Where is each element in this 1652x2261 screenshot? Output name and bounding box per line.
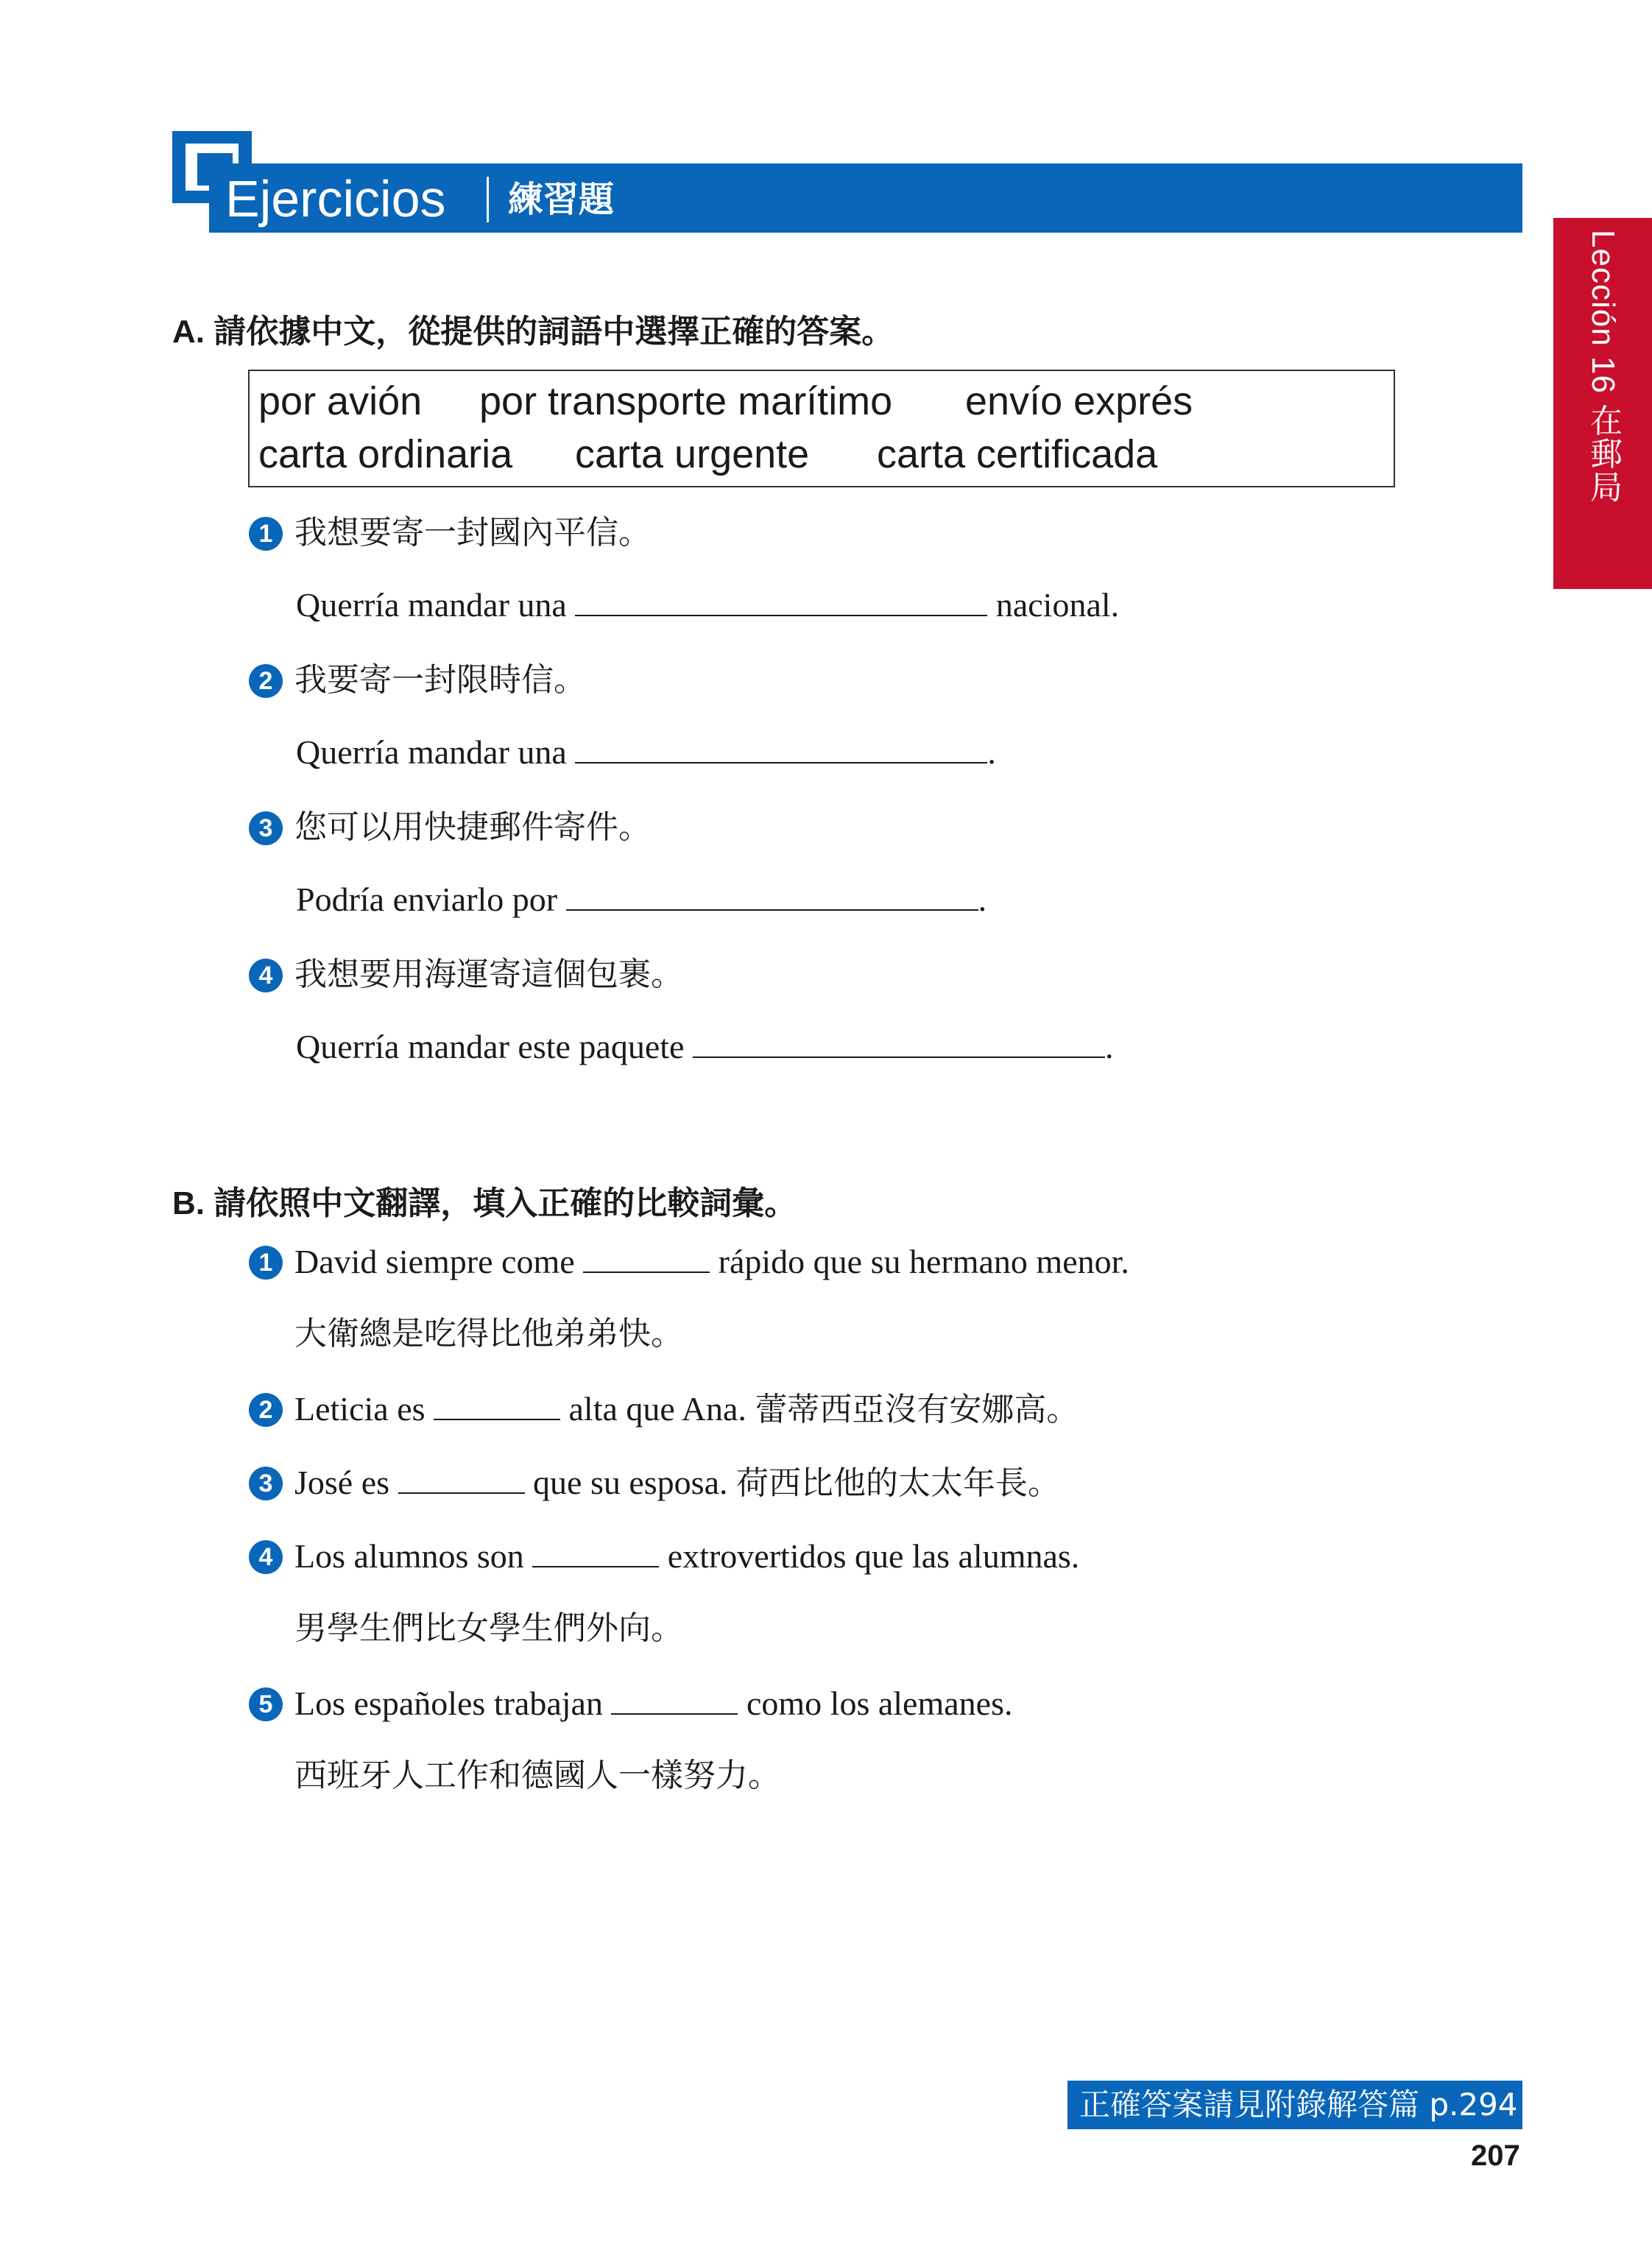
sentence-before-blank: Los españoles trabajan: [294, 1685, 603, 1722]
word-bank-option: carta ordinaria: [258, 432, 513, 476]
item-chinese-translation: 大衛總是吃得比他弟弟快。: [294, 1315, 683, 1352]
item-chinese-translation: 荷西比他的太太年長。: [736, 1464, 1061, 1502]
lesson-side-tab-label: Lección 16 在郵局: [1585, 230, 1621, 504]
word-bank-option: por avión: [258, 379, 423, 423]
item-chinese-translation: 蕾蒂西亞沒有安娜高。: [755, 1391, 1079, 1428]
item-number-badge: 5: [249, 1687, 283, 1721]
sentence-after-blank: nacional.: [995, 586, 1120, 624]
item-spanish-sentence: [294, 1240, 1129, 1284]
item-spanish-sentence: [296, 730, 996, 775]
word-bank-box: [248, 370, 1395, 487]
answer-blank[interactable]: [575, 733, 987, 763]
word-bank-option: por transporte marítimo: [479, 379, 893, 423]
word-bank-option: carta certificada: [877, 432, 1158, 476]
answer-blank[interactable]: [434, 1389, 560, 1420]
sentence-after-blank: alta que Ana.: [568, 1390, 746, 1428]
sentence-before-blank: Podría enviarlo por: [296, 881, 558, 918]
word-bank-option: carta urgente: [575, 432, 810, 476]
item-number-badge: 4: [249, 959, 283, 992]
answer-blank[interactable]: [532, 1537, 659, 1567]
item-spanish-sentence: [296, 878, 986, 922]
item-spanish-sentence: [296, 583, 1119, 627]
sentence-after-blank: extrovertidos que las alumnas.: [667, 1537, 1080, 1575]
item-chinese-prompt: 我想要寄一封國內平信。: [294, 514, 651, 551]
sentence-before-blank: José es: [294, 1464, 390, 1501]
sentence-after-blank: .: [978, 881, 987, 918]
section-a-heading: A. 請依據中文，從提供的詞語中選擇正確的答案。: [172, 314, 894, 350]
sentence-before-blank: David siempre come: [294, 1243, 575, 1280]
item-number-badge: 3: [249, 811, 283, 845]
sentence-before-blank: Querría mandar una: [296, 586, 567, 624]
item-number-badge: 1: [249, 517, 283, 551]
item-spanish-sentence: [294, 1682, 1012, 1726]
item-number-badge: 2: [249, 1393, 283, 1427]
answer-blank[interactable]: [566, 880, 978, 911]
item-chinese-prompt: 我想要用海運寄這個包裹。: [294, 956, 683, 993]
sentence-before-blank: Leticia es: [294, 1390, 426, 1428]
word-bank-option: envío exprés: [965, 379, 1193, 423]
page-number: 207: [1471, 2140, 1520, 2172]
item-number-badge: 3: [249, 1467, 283, 1500]
answer-blank[interactable]: [693, 1027, 1105, 1058]
sentence-after-blank: que su esposa.: [533, 1464, 728, 1501]
header-divider: [487, 177, 489, 222]
sentence-after-blank: como los alemanes.: [746, 1685, 1013, 1722]
answer-blank[interactable]: [611, 1684, 738, 1715]
sentence-after-blank: rápido que su hermano menor.: [718, 1243, 1129, 1280]
answer-reference-label: 正確答案請見附錄解答篇 p.294: [1079, 2087, 1518, 2123]
item-number-badge: 1: [249, 1246, 283, 1280]
sentence-before-blank: Los alumnos son: [294, 1537, 524, 1575]
answer-blank[interactable]: [575, 585, 987, 616]
answer-blank[interactable]: [398, 1463, 525, 1494]
answer-blank[interactable]: [583, 1242, 710, 1273]
page-title: Ejercicios: [225, 170, 446, 227]
item-spanish-sentence: [296, 1025, 1113, 1069]
item-spanish-sentence: [294, 1387, 1079, 1432]
item-chinese-prompt: 您可以用快捷郵件寄件。: [294, 808, 651, 846]
sentence-before-blank: Querría mandar este paquete: [296, 1028, 685, 1065]
section-b-heading: B. 請依照中文翻譯，填入正確的比較詞彙。: [172, 1185, 797, 1221]
item-spanish-sentence: [294, 1534, 1079, 1579]
sentence-before-blank: Querría mandar una: [296, 733, 567, 771]
item-chinese-prompt: 我要寄一封限時信。: [294, 661, 586, 699]
page-subtitle: 練習題: [508, 179, 615, 220]
sentence-after-blank: .: [1104, 1028, 1114, 1065]
item-chinese-translation: 男學生們比女學生們外向。: [294, 1609, 683, 1647]
item-number-badge: 2: [249, 664, 283, 698]
sentence-after-blank: .: [987, 733, 996, 771]
item-chinese-translation: 西班牙人工作和德國人一樣努力。: [294, 1757, 780, 1794]
item-number-badge: 4: [249, 1540, 283, 1574]
item-spanish-sentence: [294, 1461, 1060, 1506]
